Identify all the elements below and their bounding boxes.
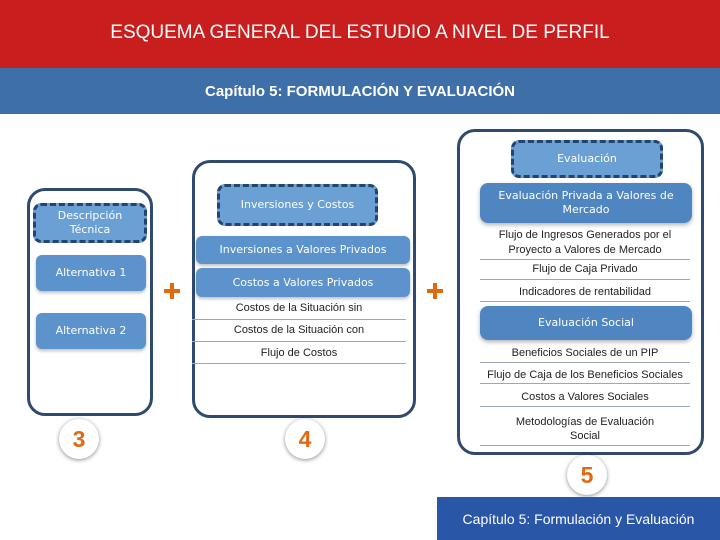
income-flow-row: Flujo de Ingresos Generados por el Proyecto a Valores de Mercado	[480, 226, 690, 260]
chapter-footer	[437, 497, 720, 540]
chapter-title: Capítulo 5: FORMULACIÓN Y EVALUACIÓN	[204, 82, 515, 100]
costs-flow-row: Flujo de Costos	[192, 346, 406, 364]
costs-with-project-row: Costos de la Situación con	[192, 324, 406, 342]
alternative-2-box: Alternativa 2	[36, 313, 146, 349]
alternative-1-box: Alternativa 1	[36, 255, 146, 291]
social-methodologies-row: Metodologías de Evaluación Social	[480, 412, 690, 446]
social-benefits-row: Beneficios Sociales de un PIP	[480, 345, 690, 363]
chapter-footer-label: Capítulo 5: Formulación y Evaluación	[462, 510, 695, 527]
step-number-3: 3	[59, 419, 99, 459]
evaluation-box: Evaluación	[511, 140, 663, 178]
costs-without-project-row: Costos de la Situación sin	[192, 302, 406, 320]
plus-icon	[427, 283, 443, 299]
investments-costs-box: Inversiones y Costos	[217, 184, 378, 226]
step-number-5: 5	[567, 455, 607, 495]
private-evaluation-box: Evaluación Privada a Valores de Mercado	[480, 183, 692, 223]
profitability-indicators-row: Indicadores de rentabilidad	[480, 284, 690, 302]
chapter-banner	[0, 68, 720, 114]
page-title-banner	[0, 0, 720, 68]
plus-icon	[164, 283, 180, 299]
page-title: ESQUEMA GENERAL DEL ESTUDIO A NIVEL DE PERFIL	[110, 22, 610, 43]
social-costs-row: Costos a Valores Sociales	[480, 389, 690, 407]
step-number-4: 4	[285, 419, 325, 459]
investments-private-values-box: Inversiones a Valores Privados	[196, 236, 410, 264]
technical-description-box: Descripción Técnica	[33, 203, 147, 243]
social-evaluation-box: Evaluación Social	[480, 306, 692, 340]
social-benefits-cash-flow-row: Flujo de Caja de los Beneficios Sociales	[480, 368, 690, 384]
costs-private-values-box: Costos a Valores Privados	[196, 268, 410, 297]
private-cash-flow-row: Flujo de Caja Privado	[480, 262, 690, 280]
